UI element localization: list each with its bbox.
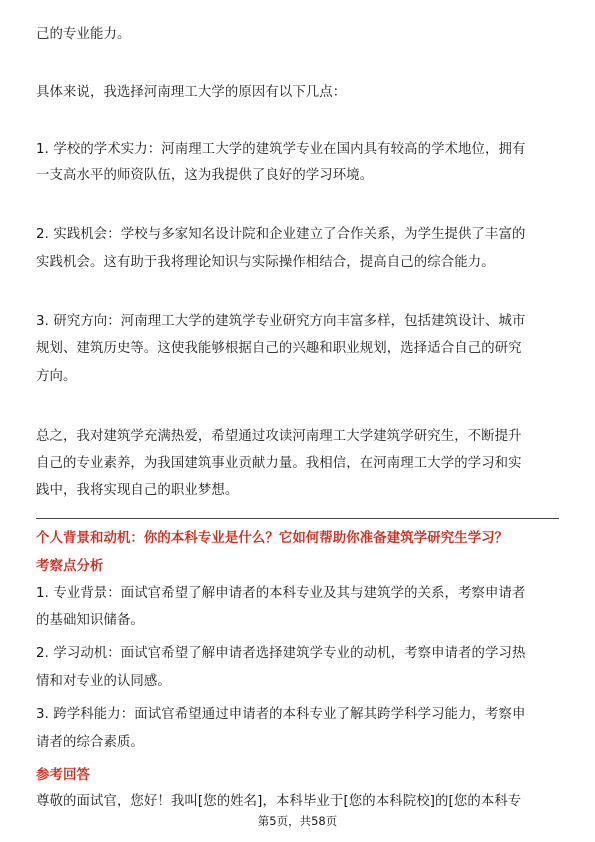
body-line: 自己的专业素养，为我国建筑事业贡献力量。我相信，在河南理工大学的学习和实 xyxy=(36,456,522,471)
body-line: 规划、建筑历史等。这使我能够根据自己的兴趣和职业规划，选择适合自己的研究 xyxy=(36,341,522,356)
body-line: 己的专业能力。 xyxy=(36,27,131,42)
body-line: 一支高水平的师资队伍，这为我提供了良好的学习环境。 xyxy=(36,168,374,183)
page-number: 第5页，共58页 xyxy=(257,814,338,828)
body-line: 总之，我对建筑学充满热爱，希望通过攻读河南理工大学建筑学研究生，不断提升 xyxy=(36,429,522,444)
analysis-heading: 考察点分析 xyxy=(36,559,104,574)
body-line: 实践机会。这有助于我将理论知识与实际操作相结合，提高自己的综合能力。 xyxy=(36,255,495,270)
body-line: 践中，我将实现自己的职业梦想。 xyxy=(36,483,239,498)
body-line: 2. 实践机会：学校与多家知名设计院和企业建立了合作关系，为学生提供了丰富的 xyxy=(36,227,526,242)
analysis-point-line: 情和对专业的认同感。 xyxy=(36,674,171,689)
analysis-point-line: 的基础知识储备。 xyxy=(36,613,144,628)
body-line: 方向。 xyxy=(36,369,77,384)
section-divider xyxy=(36,518,559,519)
body-line: 3. 研究方向：河南理工大学的建筑学专业研究方向丰富多样，包括建筑设计、城市 xyxy=(36,314,526,329)
question-title: 个人背景和动机：你的本科专业是什么？它如何帮助你准备建筑学研究生学习？ xyxy=(36,531,509,546)
answer-line: 尊敬的面试官，您好！我叫[您的姓名]，本科毕业于[您的本科院校]的[您的本科专 xyxy=(36,794,522,809)
analysis-point-line: 2. 学习动机：面试官希望了解申请者选择建筑学专业的动机，考察申请者的学习热 xyxy=(36,646,526,661)
analysis-point-line: 1. 专业背景：面试官希望了解申请者的本科专业及其与建筑学的关系，考察申请者 xyxy=(36,586,526,601)
analysis-point-line: 请者的综合素质。 xyxy=(36,735,144,750)
body-line: 1. 学校的学术实力：河南理工大学的建筑学专业在国内具有较高的学术地位，拥有 xyxy=(36,142,526,157)
answer-heading: 参考回答 xyxy=(36,768,90,783)
analysis-point-line: 3. 跨学科能力：面试官希望通过申请者的本科专业了解其跨学科学习能力，考察申 xyxy=(36,707,526,722)
body-line: 具体来说，我选择河南理工大学的原因有以下几点： xyxy=(36,85,347,100)
